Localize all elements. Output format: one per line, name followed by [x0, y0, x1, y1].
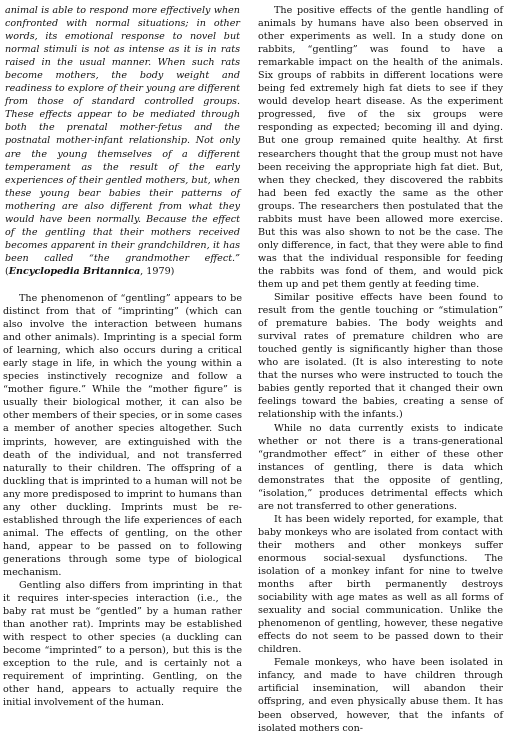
- encyclopedia-quote: [3, 4, 242, 278]
- right-column: [258, 4, 503, 735]
- quote-citation: (Encyclopedia Britannica, 1979): [5, 265, 175, 277]
- paragraph-premature-babies: Similar positive effects have been found to result from the gentle touching or “stimulation” of premature babies. The body weights and survival rates of premature children who are touched gently is significantly higher than those who are isolated. (It is also interesting to note that the nurses who were instructed to touch the babies gently reported that it changed their own feelings toward the babies, creating a sense of relationship with the infants.): [258, 292, 503, 421]
- paragraph-female-monkeys: Female monkeys, who have been isolated in infancy, and made to have children through artificial insemination, will abandon their offspring, and even physically abuse them. It has been observed, however, that the infants of isolated mothers con-: [258, 657, 503, 734]
- quote-text: animal is able to respond more effectively when confronted with normal situations; in other words, its emotional response to novel but normal stimuli is not as intense as it is in rats raised in the usual manner. When such rats become mothers, the body weight and readiness to explore of their young are different from those of standard controlled groups. These effects appear to be mediated through both the prenatal mother-fetus and the postnatal mother-infant relationship. Not only are the young themselves of a different temperament as the result of the early experiences of their gentled mothers, but, when these young bear babies their patterns of mothering are also different from what they would have been normally. Because the effect of the gentling that their mothers received becomes apparent in their grandchildren, it has been called “the grandmother effect.”: [5, 5, 240, 264]
- paragraph-isolation: While no data currently exists to indicate whether or not there is a trans-generational “grandmother effect” in either of these other instances of gentling, there is data which demonstrates that the opposite of gentling, “isolation,” produces detrimental effects which are not transferred to other generations.: [258, 422, 503, 512]
- left-column: [3, 4, 242, 709]
- paragraph-inter-species: Gentling also differs from imprinting in that it requires inter-species interaction (i.e., the baby rat must be “gentled” by a human rather than another rat). Imprints may be established with respect to other species (a duckling can become “imprinted” to a person), but this is the exception to the rule, and is certainly not a requirement of imprinting. Gentling, on the other hand, appears to actually require the initial involvement of the human.: [3, 580, 242, 709]
- paragraph-monkeys: It has been widely reported, for example, that baby monkeys who are isolated from contact with their mothers and other monkeys suffer enormous social-sexual dysfunctions. The isolation of a monkey infant for nine to twelve months after birth permanently destroys sociability with age mates as well as all forms of sexuality and social communication. Unlike the phenomenon of gentling, however, these negative effects do not seem to be passed down to their children.: [258, 513, 503, 656]
- paragraph-gentling-vs-imprinting: The phenomenon of “gentling” appears to be distinct from that of “imprinting” (which can also involve the interaction between humans and other animals). Imprinting is a special form of learning, which also occurs during a critical early stage in life, in which the young within a species instinctively recognize and follow a “mother figure.” While the “mother figure” is usually their biological mother, it can also be other members of their species, or in some cases a member of another species altogether. Such imprints, however, are extinguished with the death of the individual, and not transferred naturally to their children. The offspring of a duckling that is imprinted to a human will not be any more predisposed to imprint to humans than any other duckling. Imprints must be re-established through the life experiences of each animal. The effects of gentling, on the other hand, appear to be passed on to following generations through some type of biological mechanism.: [3, 292, 242, 578]
- citation-source: Encyclopedia Britannica: [8, 265, 141, 277]
- paragraph-rabbits: The positive effects of the gentle handling of animals by humans have also been observed in other experiments as well. In a study done on rabbits, “gentling” was found to have a remarkable impact on the health of the animals. Six groups of rabbits in different locations were being fed extremely high fat diets to see if they would develop heart disease. As the experiment progressed, five of the six groups were responding as expected; becoming ill and dying. But one group remained quite healthy. At first researchers thought that the group must not have been receiving the appropriate high fat diet. But, when they checked, they discovered the rabbits had been fed exactly the same as the other groups. The researchers then postulated that the rabbits must have been allowed more exercise. But this was also shown to not be the case. The only difference, in fact, that they were able to find was that the individual responsible for feeding the rabbits was fond of them, and would pick them up and pet them gently at feeding time.: [258, 5, 503, 290]
